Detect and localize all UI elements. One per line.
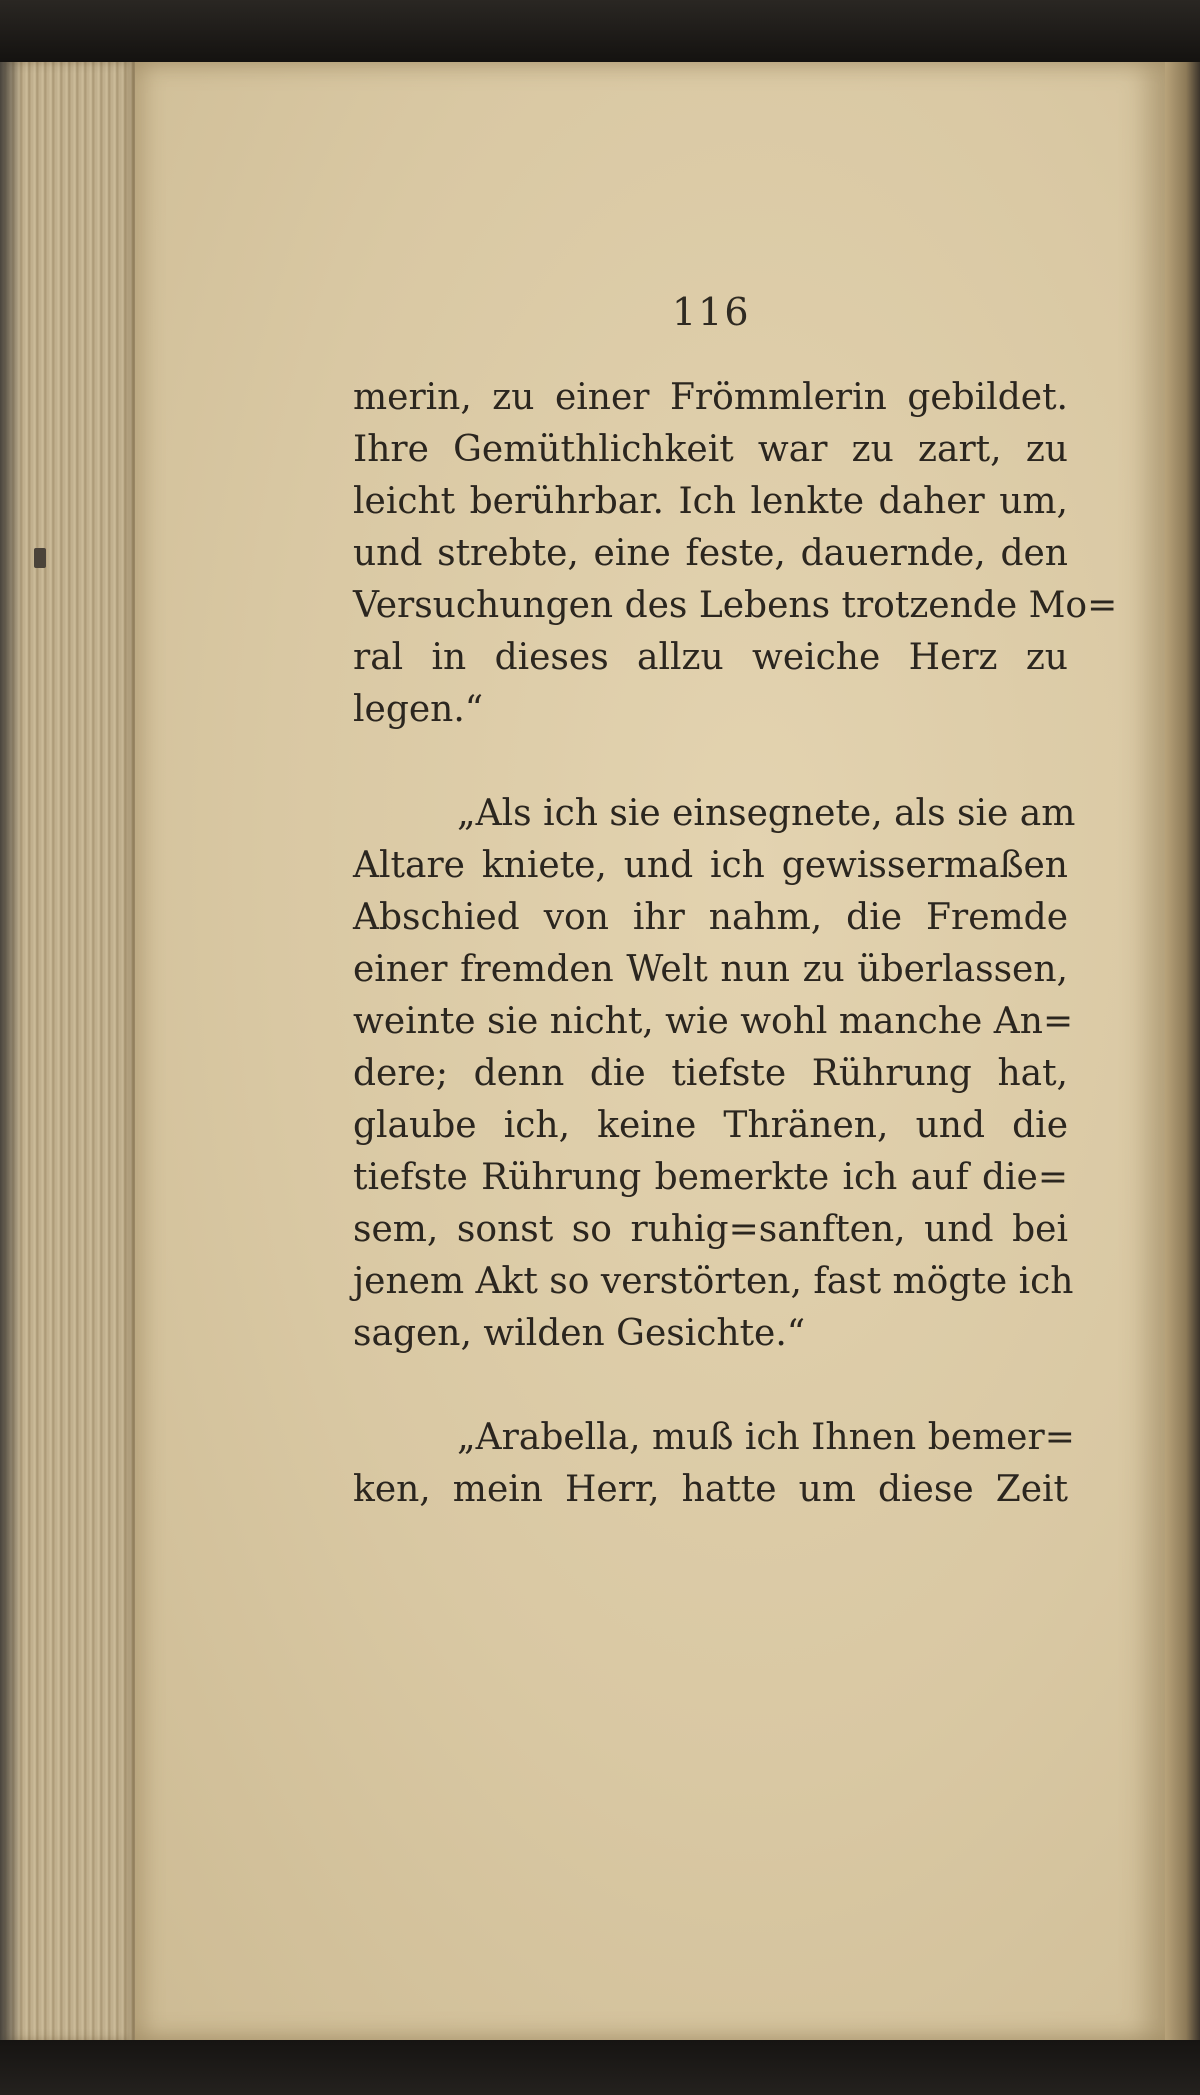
text-line: und strebte, eine feste, dauernde, den <box>353 533 1068 574</box>
paragraph-gap <box>353 1360 1068 1412</box>
text-line: Abschied von ihr nahm, die Fremde <box>353 897 1068 938</box>
body-text <box>353 372 1118 1516</box>
text-line: tiefste Rührung bemerkte ich auf die= <box>353 1157 1068 1198</box>
text-line: „Als ich sie einsegnete, als sie am <box>457 793 1076 834</box>
text-line: Ihre Gemüthlichkeit war zu zart, zu <box>353 429 1068 470</box>
paragraph-gap <box>353 736 1068 788</box>
text-line: glaube ich, keine Thränen, und die <box>353 1105 1068 1146</box>
text-line: „Arabella, muß ich Ihnen bemer= <box>457 1417 1075 1458</box>
text-line: jenem Akt so verstörten, fast mögte ich <box>353 1261 1074 1302</box>
text-line: ral in dieses allzu weiche Herz zu <box>353 637 1068 678</box>
text-line: einer fremden Welt nun zu überlassen, <box>353 949 1068 990</box>
text-line: Versuchungen des Lebens trotzende Mo= <box>353 585 1118 626</box>
cover-top-edge <box>0 0 1200 62</box>
text-line: Altare kniete, und ich gewissermaßen <box>353 845 1068 886</box>
page-stack-left <box>0 62 135 2040</box>
text-line: leicht berührbar. Ich lenkte daher um, <box>353 481 1068 522</box>
text-line: weinte sie nicht, wie wohl manche An= <box>353 1001 1074 1042</box>
page-right-edge <box>1165 62 1200 2040</box>
text-line: ken, mein Herr, hatte um diese Zeit <box>353 1469 1068 1510</box>
text-line: legen.“ <box>353 689 484 730</box>
text-line: merin, zu einer Frömmlerin gebildet. <box>353 377 1068 418</box>
text-line: sagen, wilden Gesichte.“ <box>353 1313 806 1354</box>
page-number: 116 <box>672 290 751 334</box>
cover-bottom-edge <box>0 2040 1200 2095</box>
text-line: dere; denn die tiefste Rührung hat, <box>353 1053 1068 1094</box>
text-line: sem, sonst so ruhig=sanften, und bei <box>353 1209 1068 1250</box>
ribbon-mark <box>34 548 46 568</box>
